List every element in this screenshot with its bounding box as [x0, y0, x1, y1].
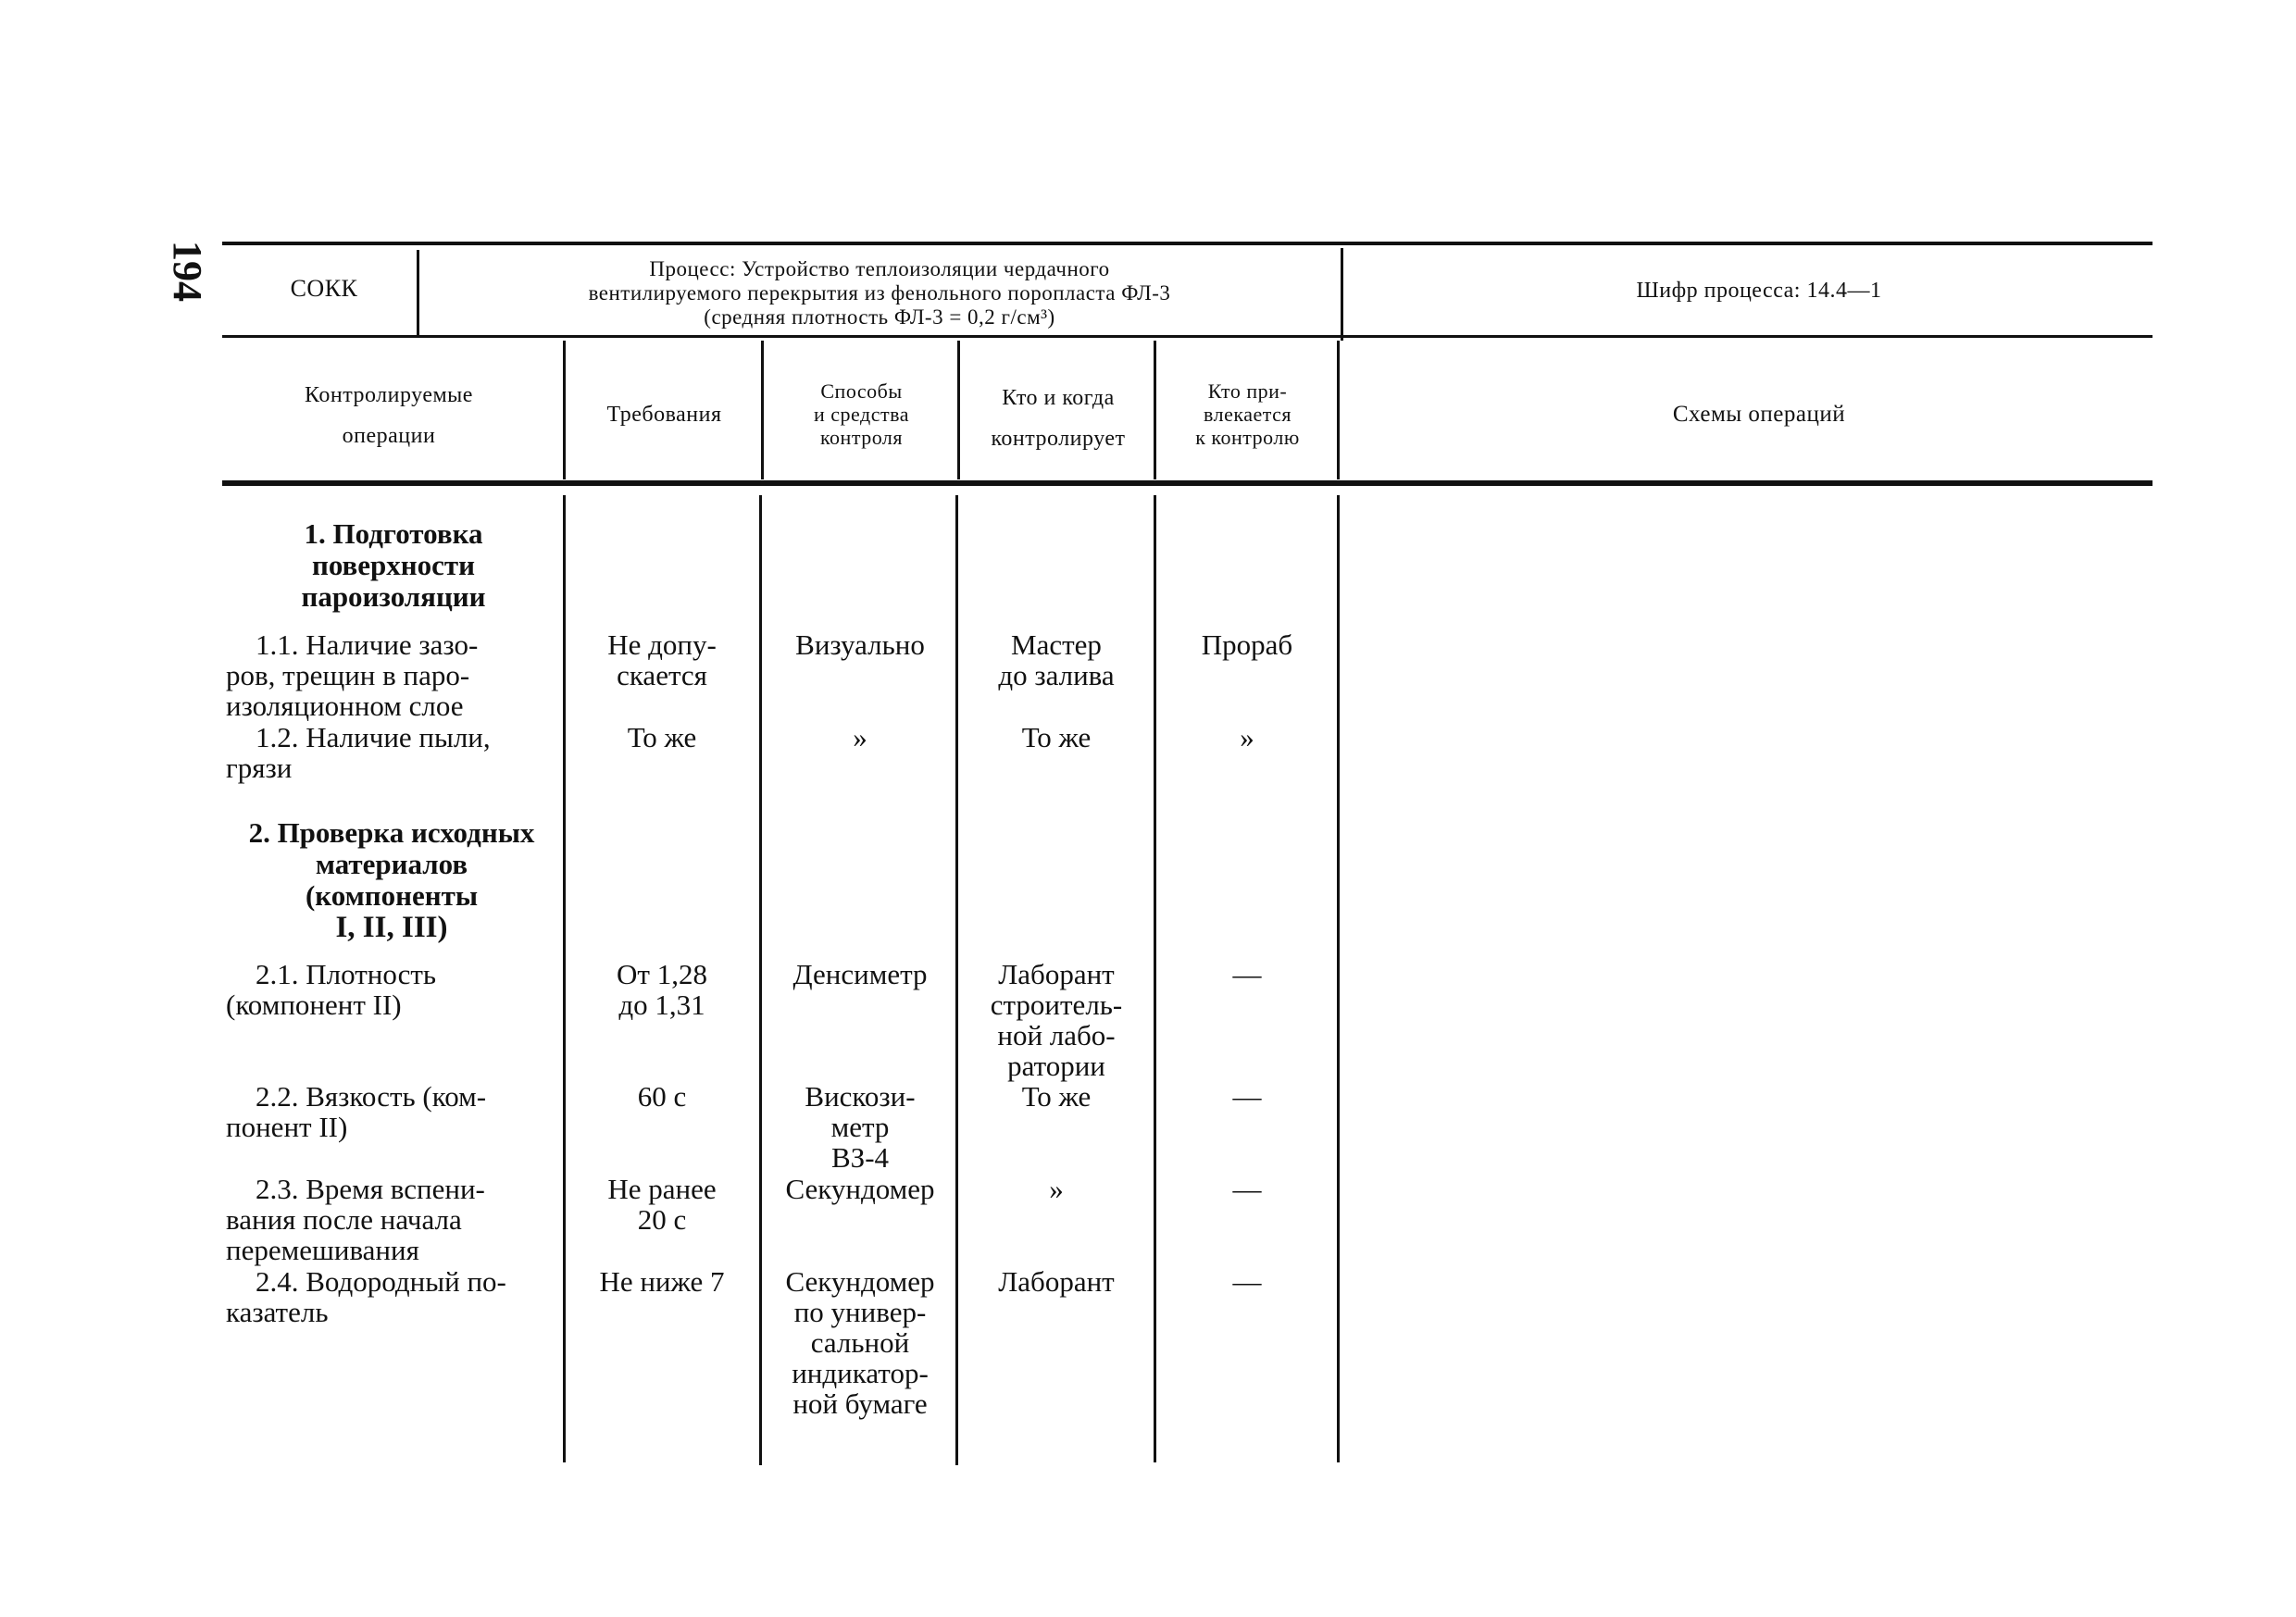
- row-1-1-involved: [1157, 629, 1337, 660]
- row-1-2-operation: [226, 722, 557, 783]
- cell-line: ной бумаге: [792, 1387, 928, 1420]
- cell-line: ВЗ-4: [830, 1141, 890, 1174]
- op-line: казатель: [226, 1296, 329, 1328]
- cell-line: 20 с: [637, 1203, 687, 1236]
- col-methods: [767, 379, 956, 449]
- row-2-2-operation: [226, 1081, 557, 1142]
- op-line: понент II): [226, 1111, 348, 1143]
- cell-line: Не ниже 7: [599, 1265, 725, 1298]
- row-1-2-method: [765, 722, 955, 753]
- col-methods-line-2: и средства: [814, 403, 909, 426]
- cell-line: То же: [1021, 721, 1092, 753]
- cell-line: —: [1232, 1265, 1262, 1298]
- cell-line: —: [1232, 1080, 1262, 1113]
- row-2-3-involved: [1157, 1174, 1337, 1204]
- op-line: 2.3. Время вспени-: [256, 1173, 485, 1205]
- header-bottom-rule: [222, 335, 2152, 338]
- op-line: ров, трещин в паро-: [226, 659, 470, 691]
- col-who-line-1: Кто и когда: [1002, 386, 1115, 410]
- process-line-2: вентилируемого перекрытия из фенольного поропласта ФЛ-3: [588, 281, 1171, 305]
- section-1-title-line-2: поверхности: [311, 549, 476, 581]
- row-1-1-requirement: [567, 629, 757, 690]
- col-who-when: [961, 378, 1155, 459]
- section-2-title: [220, 817, 563, 943]
- body-divider-5: [1337, 495, 1340, 1462]
- col-methods-line-1: Способы: [820, 379, 903, 403]
- row-2-1-method: [765, 959, 955, 989]
- row-2-2-who: [959, 1081, 1154, 1112]
- cell-line: строитель-: [990, 989, 1123, 1021]
- row-2-2-method: [765, 1081, 955, 1173]
- row-2-3-operation: [226, 1174, 557, 1265]
- cell-line: 60 с: [637, 1080, 687, 1113]
- col-requirements: Требования: [606, 403, 722, 427]
- top-rule: [222, 242, 2152, 245]
- row-2-4-involved: [1157, 1266, 1337, 1297]
- cell-line: Секундомер: [785, 1173, 935, 1205]
- section-1-title-line-3: пароизоляции: [301, 580, 486, 613]
- col-operations: [231, 375, 546, 456]
- section-2-title-line-3: (компоненты: [305, 879, 479, 912]
- page-number: 194: [165, 241, 210, 302]
- row-1-1-who: [959, 629, 1154, 690]
- op-line: перемешивания: [226, 1234, 419, 1266]
- col-schemes: Схемы операций: [1672, 402, 1846, 427]
- row-2-1-involved: [1157, 959, 1337, 989]
- cell-line: Не ранее: [607, 1173, 717, 1205]
- col-methods-line-3: контроля: [819, 426, 904, 449]
- cell-line: ной лабо-: [997, 1019, 1116, 1051]
- op-line: 1.2. Наличие пыли,: [256, 721, 491, 753]
- section-1-title-line-1: 1. Подготовка: [304, 517, 483, 550]
- cell-line: То же: [1021, 1080, 1092, 1113]
- cell-line: »: [1240, 721, 1254, 753]
- cell-line: —: [1232, 958, 1262, 990]
- cell-line: скается: [617, 659, 707, 691]
- process-line-1: Процесс: Устройство теплоизоляции чердачного: [649, 257, 1110, 280]
- process-title: [435, 257, 1324, 330]
- section-2-title-line-2: материалов: [315, 848, 468, 880]
- colhead-bottom-rule: [222, 480, 2152, 486]
- cell-line: метр: [830, 1111, 890, 1143]
- row-2-3-who: [959, 1174, 1154, 1204]
- body-divider-1: [563, 495, 566, 1462]
- row-2-2-requirement: [567, 1081, 757, 1112]
- cell-line: ратории: [1007, 1050, 1105, 1082]
- col-who-line-2: контролирует: [991, 427, 1126, 451]
- cell-line: индикатор-: [792, 1357, 929, 1389]
- section-2-title-line-1: 2. Проверка исходных: [248, 816, 535, 849]
- cell-line: Визуально: [795, 628, 925, 661]
- col-involved-line-2: влекается: [1204, 403, 1292, 426]
- row-2-4-who: [959, 1266, 1154, 1297]
- op-line: грязи: [226, 752, 293, 784]
- row-2-2-involved: [1157, 1081, 1337, 1112]
- op-line: 1.1. Наличие зазо-: [256, 628, 479, 661]
- row-2-1-requirement: [567, 959, 757, 1020]
- cell-line: Лаборант: [998, 958, 1115, 990]
- cell-line: »: [853, 721, 867, 753]
- cell-line: Лаборант: [998, 1265, 1115, 1298]
- cell-line: Не допу-: [607, 628, 717, 661]
- cell-line: Денсиметр: [792, 958, 928, 990]
- colhead-divider-1: [563, 341, 566, 479]
- cell-line: Секундомер: [785, 1265, 935, 1298]
- sokk-label: СОКК: [290, 275, 358, 302]
- row-2-1-who: [959, 959, 1154, 1081]
- row-1-1-operation: [226, 629, 557, 721]
- row-1-2-involved: [1157, 722, 1337, 753]
- row-2-4-method: [765, 1266, 955, 1419]
- cell-line: »: [1049, 1173, 1064, 1205]
- row-2-4-requirement: [567, 1266, 757, 1297]
- row-2-3-requirement: [567, 1174, 757, 1235]
- row-1-2-requirement: [567, 722, 757, 753]
- col-operations-line-2: операции: [342, 424, 436, 448]
- process-code: Шифр процесса: 14.4—1: [1636, 279, 1882, 303]
- cell-line: Мастер: [1011, 628, 1102, 661]
- col-involved: [1157, 379, 1338, 449]
- cell-line: по универ-: [793, 1296, 927, 1328]
- row-1-1-method: [765, 629, 955, 660]
- col-involved-line-1: Кто при-: [1207, 379, 1288, 403]
- op-line: изоляционном слое: [226, 690, 464, 722]
- cell-line: Прораб: [1201, 628, 1293, 661]
- section-2-title-line-4: I, II, III): [335, 911, 448, 944]
- body-divider-4: [1154, 495, 1156, 1462]
- row-2-1-operation: [226, 959, 557, 1020]
- body-divider-3: [955, 495, 958, 1465]
- op-line: вания после начала: [226, 1203, 462, 1236]
- cell-line: до 1,31: [618, 989, 705, 1021]
- colhead-divider-3: [957, 341, 960, 479]
- row-2-3-method: [765, 1174, 955, 1204]
- section-1-title: [231, 518, 555, 613]
- row-1-2-who: [959, 722, 1154, 753]
- col-operations-line-1: Контролируемые: [305, 383, 473, 407]
- cell-line: —: [1232, 1173, 1262, 1205]
- header-divider-2: [1341, 248, 1343, 341]
- process-line-3: (средняя плотность ФЛ-3 = 0,2 г/см³): [704, 305, 1055, 329]
- op-line: 2.4. Водородный по-: [256, 1265, 506, 1298]
- col-involved-line-3: к контролю: [1195, 426, 1300, 449]
- op-line: 2.2. Вязкость (ком-: [256, 1080, 487, 1113]
- colhead-divider-2: [761, 341, 764, 479]
- body-divider-2: [759, 495, 762, 1465]
- op-line: 2.1. Плотность: [256, 958, 437, 990]
- cell-line: сальной: [810, 1326, 910, 1359]
- cell-line: Вискози-: [805, 1080, 916, 1113]
- row-2-4-operation: [226, 1266, 557, 1327]
- cell-line: до залива: [998, 659, 1115, 691]
- cell-line: От 1,28: [617, 958, 707, 990]
- header-divider-1: [417, 250, 419, 335]
- op-line: (компонент II): [226, 989, 402, 1021]
- cell-line: То же: [627, 721, 697, 753]
